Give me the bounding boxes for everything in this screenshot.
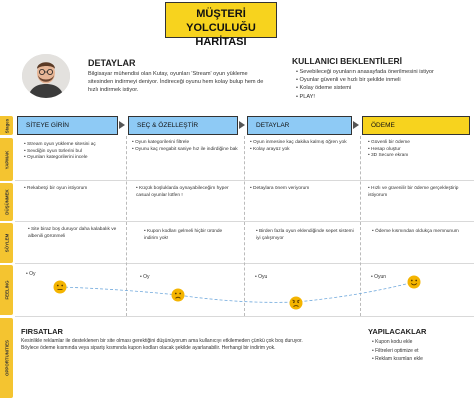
- row-label-feeling: FEELING: [0, 265, 13, 315]
- list-item: • Oyun inmesine kaç dakika kalmış öğren yok: [250, 140, 356, 147]
- list-item: • Oyunları kategorilerini incele: [24, 155, 124, 162]
- persona-heading: DETAYLAR: [88, 58, 136, 68]
- list-item: • Hızlı ve güvenilir bir ödeme gerçekleştirip istiyorum: [368, 186, 468, 199]
- list-item: • Detaylara önem veriyorum: [250, 186, 356, 193]
- todos-list: [372, 338, 423, 364]
- list-item: • Oyunlar güvenli ve hızlı bir şekilde inmeli: [296, 76, 471, 84]
- feeling-label: • Oy: [140, 274, 150, 280]
- stage-site-entry: SİTEYE GİRİN: [17, 116, 118, 135]
- expectations-heading: KULLANICI BEKLENTİLERİ: [292, 56, 403, 66]
- list-item: • Filtreleri optimize et: [372, 347, 423, 356]
- map-title: MÜŞTERİ YOLCULUĞU HARİTASI: [165, 2, 277, 38]
- feeling-label: • Oy: [26, 271, 36, 277]
- list-item: • Site biraz boş duruyor daha kalabalık ve albenili görünmeli: [28, 227, 120, 240]
- list-item: • Kolay ödeme sistemi: [296, 84, 471, 92]
- feeling-label: • Oyun: [371, 274, 386, 280]
- stage-payment: ÖDEME: [362, 116, 470, 135]
- sad-face-icon: [171, 288, 185, 302]
- list-item: • PLAY!: [296, 93, 471, 101]
- list-item: • Stream oyun yükleme sitesini aç: [24, 142, 124, 149]
- stage-details: DETAYLAR: [247, 116, 352, 135]
- row-label-thinking: DÜŞÜNMEK: [0, 183, 13, 221]
- stage-select-customize: SEÇ & ÖZELLEŞTİR: [128, 116, 238, 135]
- happy-face-icon: [407, 275, 421, 289]
- list-item: • Kolay arayüz yok: [250, 147, 356, 154]
- list-item: • Reklam kısımları ekle: [372, 355, 423, 364]
- row-label-doing: YAPMAK: [0, 138, 13, 181]
- opportunities-text: Kesinlikle reklamlar ile desteklenen bir site olması gerektiğini düşünüyorum ama kullanıcıyı etkilemeden çünkü çok boş duruyor. Böylece ödeme kısmında veya sipariş kısmında kupon kodları olacak şekilde ayarlanabilir. Herhangi bir indirim yok.: [21, 338, 303, 352]
- angry-face-icon: [289, 296, 303, 310]
- list-item: • Oyun kategorilerini filtrele: [132, 140, 240, 147]
- list-item: • Kupon kodu ekle: [372, 338, 423, 347]
- row-label-opportunities: OPPORTUNITIES: [0, 318, 13, 398]
- list-item: • Birden fazla oyun eklendiğinde sepet sistemi iyi çalışmıyor: [256, 229, 356, 242]
- opportunities-heading: FIRSATLAR: [21, 327, 63, 336]
- row-label-stages: Stages: [0, 116, 13, 135]
- todos-heading: YAPILACAKLAR: [368, 327, 427, 336]
- persona-description: Bilgisayar mühendisi olan Kutay, oyunları 'Stream' oyun yükleme sitesinden indirmeyi deniyor. İndireceği oyunu hem kolay bulup hem de hızlı indirmek istiyor.: [88, 71, 264, 94]
- list-item: • Ödeme kısmından oldukça memnunum: [372, 229, 468, 236]
- list-item: • Hesap oluştur: [368, 147, 468, 154]
- list-item: • Kupon kodları gelmeli hiçbir üründe indirim yok!: [144, 229, 236, 242]
- row-label-saying: SÖYLEM: [0, 223, 13, 263]
- neutral-face-icon: [53, 280, 67, 294]
- list-item: • Küçük boşluklarda oynayabileceğim hyper casual oyunlar lütfen !: [136, 186, 236, 199]
- list-item: • Güvenli bir ödeme: [368, 140, 468, 147]
- feeling-label: • Oyu: [255, 274, 267, 280]
- list-item: • Sevdiğin oyun türlerini bul: [24, 149, 124, 156]
- list-item: • Rekabetçi bir oyun istiyorum: [24, 186, 124, 193]
- list-item: • Oyunu kaç megabit saniye hız ile indirdiğine bak: [132, 147, 240, 154]
- list-item: • 3D Secure ekranı: [368, 153, 468, 160]
- list-item: • Sevebileceği oyunların anasayfada önerilmesini istiyor: [296, 68, 471, 76]
